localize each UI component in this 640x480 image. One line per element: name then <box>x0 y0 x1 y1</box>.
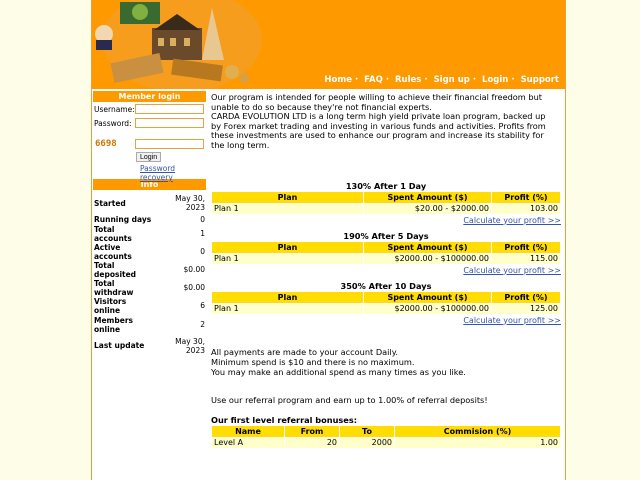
referral-level: Level A <box>212 437 285 448</box>
username-label: Username: <box>94 105 135 114</box>
header-plan: Plan <box>212 241 364 253</box>
info-value: 6 <box>200 301 205 310</box>
login-button[interactable]: Login <box>136 152 161 162</box>
note-line: Minimum spend is $10 and there is no maximum. <box>211 356 415 367</box>
plan-header-row <box>212 241 561 253</box>
info-value: May 30, 2023 <box>175 336 205 355</box>
header-name: Name <box>212 425 285 437</box>
info-row <box>93 261 206 279</box>
table-row <box>212 437 561 448</box>
referral-table <box>211 425 561 449</box>
info-row <box>93 279 206 297</box>
info-value: 0 <box>200 247 205 256</box>
login-form <box>93 102 206 182</box>
plan-table <box>211 291 561 315</box>
plan-name: Plan 1 <box>212 203 364 214</box>
referral-bonuses-title: Our first level referral bonuses: <box>211 414 358 425</box>
calculate-profit-link[interactable]: Calculate your profit >> <box>463 215 561 225</box>
captcha-input[interactable] <box>135 139 204 149</box>
plan-header-row <box>212 291 561 303</box>
calculate-profit-link[interactable]: Calculate your profit >> <box>463 315 561 325</box>
intro-text <box>211 93 557 151</box>
header-banner <box>92 0 565 89</box>
referral-commission: 1.00 <box>395 437 561 448</box>
nav-signup[interactable]: Sign up <box>433 75 470 85</box>
header-profit: Profit (%) <box>492 191 561 203</box>
nav-support[interactable]: Support <box>520 75 559 85</box>
plan-name: Plan 1 <box>212 253 364 264</box>
header-profit: Profit (%) <box>492 291 561 303</box>
page-frame <box>91 0 566 480</box>
info-key: Visitors online <box>94 296 127 315</box>
header-spent-amount: Spent Amount ($) <box>364 291 492 303</box>
plan-block <box>211 281 561 327</box>
info-row <box>93 225 206 243</box>
password-label: Password: <box>94 119 132 128</box>
table-row <box>212 253 561 264</box>
info-row <box>93 315 206 335</box>
payment-notes <box>211 347 561 425</box>
plan-header-row <box>212 191 561 203</box>
info-key: Members online <box>94 315 133 334</box>
plan-profit: 125.00 <box>492 303 561 314</box>
info-value: $0.00 <box>183 265 205 274</box>
info-row <box>93 214 206 225</box>
info-key: Running days <box>94 214 152 224</box>
nav-home[interactable]: Home <box>324 75 352 85</box>
info-row <box>93 243 206 261</box>
info-table <box>93 192 206 357</box>
info-key: Active accounts <box>94 242 132 261</box>
table-row <box>212 203 561 214</box>
plan-profit: 103.00 <box>492 203 561 214</box>
header-spent-amount: Spent Amount ($) <box>364 191 492 203</box>
plan-amount: $20.00 - $2000.00 <box>364 203 492 214</box>
table-row <box>212 303 561 314</box>
intro-paragraph-1: Our program is intended for people willing to achieve their financial freedom but unable to do so because they're not financial experts. <box>211 92 542 112</box>
header-plan: Plan <box>212 291 364 303</box>
sidebar <box>93 91 206 357</box>
info-key: Total accounts <box>94 224 132 243</box>
plan-title: 350% After 10 Days <box>340 280 432 291</box>
nav-rules[interactable]: Rules <box>395 75 422 85</box>
header-commission: Commision (%) <box>395 425 561 437</box>
nav-faq[interactable]: FAQ <box>364 75 383 85</box>
plan-name: Plan 1 <box>212 303 364 314</box>
password-recovery-link[interactable]: Password recovery <box>140 164 176 182</box>
password-input[interactable] <box>135 118 204 128</box>
note-line: All payments are made to your account Daily. <box>211 346 398 357</box>
info-value: 0 <box>200 214 205 224</box>
info-key: Total withdraw <box>94 278 134 297</box>
member-login-heading: Member login <box>93 91 206 102</box>
header-to: To <box>340 425 395 437</box>
header-spent-amount: Spent Amount ($) <box>364 241 492 253</box>
plan-profit: 115.00 <box>492 253 561 264</box>
referral-from: 20 <box>285 437 340 448</box>
referral-to: 2000 <box>340 437 395 448</box>
referral-header-row <box>212 425 561 437</box>
plan-title: 130% After 1 Day <box>345 180 427 191</box>
header-from: From <box>285 425 340 437</box>
captcha-code: 6698 <box>95 139 117 149</box>
nav-login[interactable]: Login <box>482 75 509 85</box>
note-line: You may make an additional spend as many times as you like. <box>211 366 466 377</box>
info-heading: Info <box>93 179 206 190</box>
plan-block <box>211 231 561 277</box>
info-value: $0.00 <box>183 283 205 292</box>
referral-note: Use our referral program and earn up to 1.00% of referral deposits! <box>211 394 488 405</box>
plan-block <box>211 181 561 227</box>
username-input[interactable] <box>135 104 204 114</box>
info-key: Last update <box>94 341 145 350</box>
info-row <box>93 297 206 315</box>
calculate-profit-link[interactable]: Calculate your profit >> <box>463 265 561 275</box>
header-plan: Plan <box>212 191 364 203</box>
plan-amount: $2000.00 - $100000.00 <box>364 253 492 264</box>
info-value: 1 <box>200 229 205 238</box>
top-nav: Home · FAQ · Rules · Sign up · Login · Support <box>324 75 559 85</box>
plan-title: 190% After 5 Days <box>343 230 429 241</box>
plan-amount: $2000.00 - $100000.00 <box>364 303 492 314</box>
plan-table <box>211 241 561 265</box>
info-row <box>93 192 206 214</box>
main-content <box>211 93 561 449</box>
intro-paragraph-2: CARDA EVOLUTION LTD is a long term high yield private loan program, backed up by Forex market trading and investing in various funds and activities. Profits from these investments are used to enhance our program and increase its stability for the long term. <box>211 111 546 150</box>
header-profit: Profit (%) <box>492 241 561 253</box>
plan-table <box>211 191 561 215</box>
info-row <box>93 335 206 357</box>
info-key: Started <box>94 198 126 208</box>
info-value: May 30, 2023 <box>175 194 205 212</box>
info-value: 2 <box>200 320 205 329</box>
info-key: Total deposited <box>94 260 137 279</box>
